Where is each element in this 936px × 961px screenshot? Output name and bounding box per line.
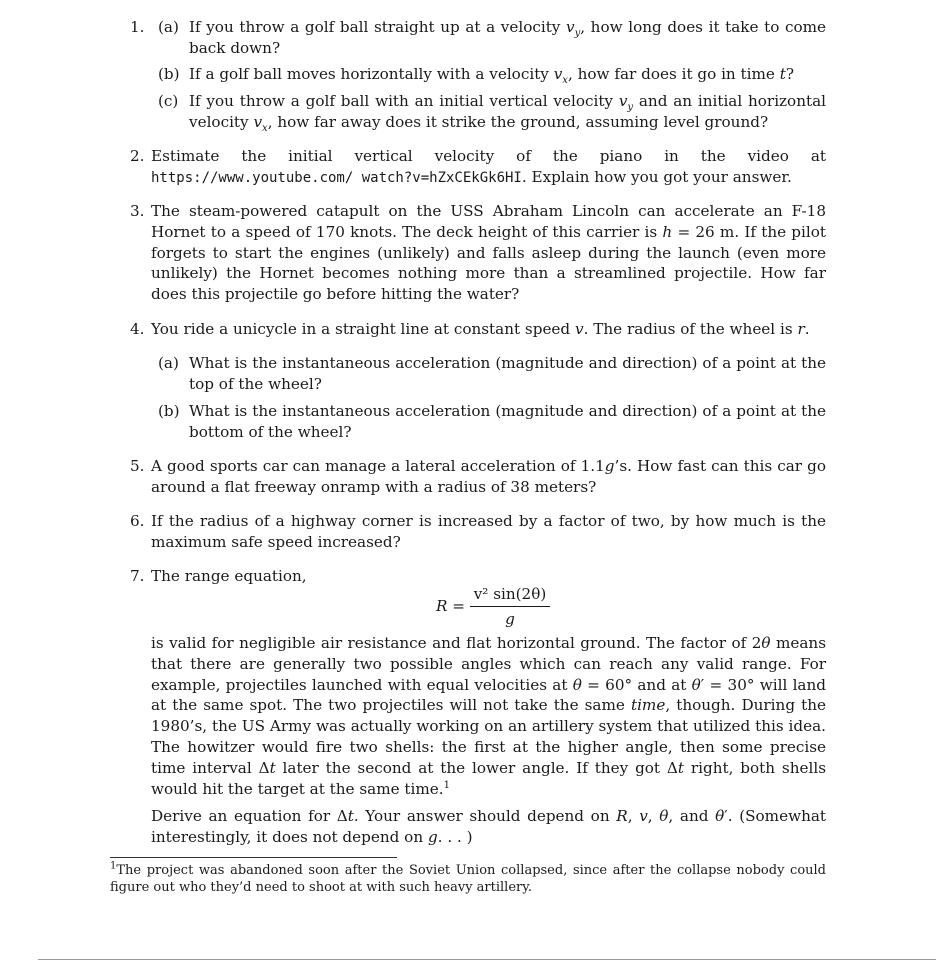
problem-text: Estimate the initial vertical velocity of the piano in the video at https://www.youtube.com/ watch?v=hZxCEkGk6HI. Explain how you got your answer. [151, 147, 826, 186]
page-bottom-rule [38, 959, 936, 960]
sub-text: What is the instantaneous acceleration (magnitude and direction) of a point at the top of the wheel? [189, 354, 826, 393]
footnote: $^1$The project was abandoned soon after the Soviet Union collapsed, since after the collapse nobody could figure out who they’d need to shoot at with such heavy artillery. [110, 860, 826, 895]
equation-numerator: v² sin(2θ) [473, 585, 547, 603]
problem-text: A good sports car can manage a lateral acceleration of 1.1g’s. How fast can this car go around a flat freeway onramp with a radius of 38 meters? [151, 457, 826, 496]
problem-number: 5. [130, 457, 145, 475]
problem-text: You ride a unicycle in a straight line at constant speed v. The radius of the wheel is r. [151, 320, 810, 338]
sub-label: (a) [158, 18, 179, 36]
problem-number: 1. [130, 18, 145, 36]
sub-label: (a) [158, 354, 179, 372]
problem-number: 7. [130, 567, 145, 585]
problem-text: Derive an equation for Δt. Your answer should depend on R, v, θ, and θ′. (Somewhat interestingly, it does not depend on g. . . ) [151, 807, 827, 846]
footnote-rule [110, 857, 397, 858]
problem-text: The steam-powered catapult on the USS Abraham Lincoln can accelerate an F-18 Hornet to a speed of 170 knots. The deck height of this carrier is h = 26 m. If the pilot forgets to start the engines (unlikely) and falls asleep during the launch (even more unlikely) the Hornet becomes nothing more than a streamlined projectile. How far does this projectile go before hitting the water? [151, 202, 826, 304]
sub-text: If you throw a golf ball straight up at a velocity $v_y$, how long does it take to come back down? [189, 18, 826, 57]
problem-text: is valid for negligible air resistance and flat horizontal ground. The factor of 2θ means that there are generally two possible angles which can reach any valid range. For example, projectiles launched with equal velocities at θ = 60° and at θ′ = 30° will land at the same spot. The two projectiles will not take the same time, though. During the 1980’s, the US Army was actually working on an artillery system that utilized this idea. The howitzer would fire two shells: the first at the higher angle, then some precise time interval Δt later the second at the lower angle. If they got Δt right, both shells would hit the target at the same time.$^1$ [151, 634, 826, 798]
problem-number: 4. [130, 320, 145, 338]
problem-number: 3. [130, 202, 145, 220]
sub-text: What is the instantaneous acceleration (magnitude and direction) of a point at the bottom of the wheel? [189, 402, 826, 441]
problem-number: 2. [130, 147, 145, 165]
fraction-bar [470, 606, 550, 607]
sub-label: (c) [158, 92, 179, 110]
sub-text: If you throw a golf ball with an initial vertical velocity $v_y$ and an initial horizontal velocity $v_x$, how far away does it strike the ground, assuming level ground? [189, 92, 826, 134]
sub-label: (b) [158, 65, 180, 83]
problem-text: If the radius of a highway corner is increased by a factor of two, by how much is the maximum safe speed increased? [151, 512, 826, 551]
problem-number: 6. [130, 512, 145, 530]
sub-text: If a golf ball moves horizontally with a velocity $v_x$, how far does it go in time t? [189, 65, 794, 87]
sub-label: (b) [158, 402, 180, 420]
equation-denominator: g [505, 610, 515, 628]
problem-text: The range equation, [151, 567, 307, 585]
equation-fraction [470, 585, 550, 628]
equation-lhs: R = [436, 597, 465, 615]
